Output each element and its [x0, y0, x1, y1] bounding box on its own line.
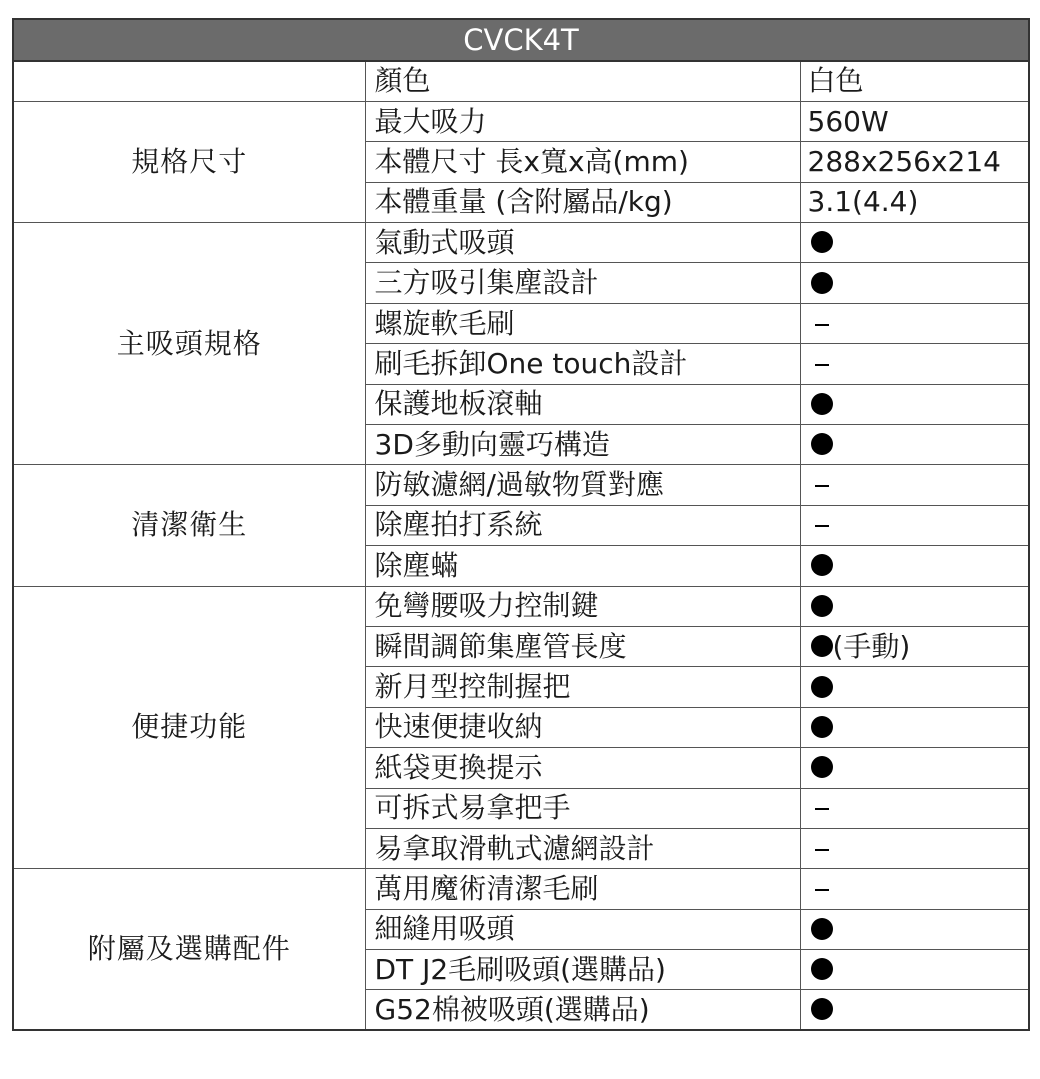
value-cell: [800, 990, 1029, 1030]
feature-cell: 免彎腰吸力控制鍵: [365, 586, 800, 626]
feature-cell: 除塵蟎: [365, 546, 800, 586]
feature-cell: DT J2毛刷吸頭(選購品): [365, 950, 800, 990]
not-included-dash-icon: [815, 485, 829, 487]
spec-table: [12, 18, 1030, 1031]
color-value: 白色: [800, 61, 1029, 101]
included-dot-icon: [811, 595, 833, 617]
color-row: [13, 61, 1029, 101]
spec-row: [13, 586, 1029, 626]
included-dot-icon: [811, 393, 833, 415]
included-dot-icon: [811, 958, 833, 980]
feature-cell: 氣動式吸頭: [365, 223, 800, 263]
value-cell: [800, 505, 1029, 545]
included-dot-icon: [811, 231, 833, 253]
value-cell: [800, 586, 1029, 626]
spec-row: [13, 465, 1029, 505]
value-cell: [800, 465, 1029, 505]
value-cell: [800, 425, 1029, 465]
feature-cell: 瞬間調節集塵管長度: [365, 626, 800, 666]
value-cell: [800, 546, 1029, 586]
included-dot-icon: [811, 433, 833, 455]
not-included-dash-icon: [815, 525, 829, 527]
value-cell: [800, 828, 1029, 868]
value-cell: 3.1(4.4): [800, 182, 1029, 222]
value-cell: [800, 223, 1029, 263]
included-dot-icon: [811, 918, 833, 940]
value-cell: [800, 950, 1029, 990]
feature-cell: 保護地板滾軸: [365, 384, 800, 424]
category-cell: 便捷功能: [13, 586, 365, 869]
included-dot-icon: [811, 272, 833, 294]
feature-cell: 三方吸引集塵設計: [365, 263, 800, 303]
value-cell: [800, 344, 1029, 384]
not-included-dash-icon: [815, 324, 829, 326]
feature-cell: G52棉被吸頭(選購品): [365, 990, 800, 1030]
value-cell: [800, 869, 1029, 909]
value-cell: 560W: [800, 101, 1029, 141]
spec-body: [13, 61, 1029, 1030]
value-cell: [800, 707, 1029, 747]
spec-row: [13, 869, 1029, 909]
included-dot-icon: [811, 554, 833, 576]
not-included-dash-icon: [815, 889, 829, 891]
value-cell: 288x256x214: [800, 142, 1029, 182]
feature-cell: 本體尺寸 長x寬x高(mm): [365, 142, 800, 182]
value-cell: [800, 748, 1029, 788]
not-included-dash-icon: [815, 364, 829, 366]
value-cell: [800, 384, 1029, 424]
value-cell: [800, 788, 1029, 828]
not-included-dash-icon: [815, 808, 829, 810]
feature-cell: 刷毛拆卸One touch設計: [365, 344, 800, 384]
feature-cell: 除塵拍打系統: [365, 505, 800, 545]
category-cell: 規格尺寸: [13, 101, 365, 222]
feature-cell: 可拆式易拿把手: [365, 788, 800, 828]
feature-cell: 細縫用吸頭: [365, 909, 800, 949]
color-feature: 顏色: [365, 61, 800, 101]
title-row: [13, 19, 1029, 61]
value-cell: [800, 667, 1029, 707]
included-dot-icon: [811, 756, 833, 778]
category-cell: 清潔衛生: [13, 465, 365, 586]
feature-cell: 易拿取滑軌式濾網設計: [365, 828, 800, 868]
not-included-dash-icon: [815, 849, 829, 851]
feature-cell: 本體重量 (含附屬品/kg): [365, 182, 800, 222]
feature-cell: 快速便捷收納: [365, 707, 800, 747]
included-dot-icon: [811, 635, 833, 657]
value-cell: [800, 263, 1029, 303]
spec-row: [13, 101, 1029, 141]
category-cell: 附屬及選購配件: [13, 869, 365, 1031]
included-dot-icon: [811, 716, 833, 738]
model-title: CVCK4T: [13, 19, 1029, 61]
value-note: (手動): [832, 630, 911, 664]
feature-cell: 萬用魔術清潔毛刷: [365, 869, 800, 909]
spec-row: [13, 223, 1029, 263]
feature-cell: 防敏濾網/過敏物質對應: [365, 465, 800, 505]
included-dot-icon: [811, 998, 833, 1020]
category-cell: 主吸頭規格: [13, 223, 365, 465]
value-cell: [800, 626, 1029, 666]
value-cell: [800, 909, 1029, 949]
feature-cell: 3D多動向靈巧構造: [365, 425, 800, 465]
feature-cell: 新月型控制握把: [365, 667, 800, 707]
feature-cell: 紙袋更換提示: [365, 748, 800, 788]
color-row-category: [13, 61, 365, 101]
feature-cell: 最大吸力: [365, 101, 800, 141]
feature-cell: 螺旋軟毛刷: [365, 303, 800, 343]
included-dot-icon: [811, 676, 833, 698]
value-cell: [800, 303, 1029, 343]
